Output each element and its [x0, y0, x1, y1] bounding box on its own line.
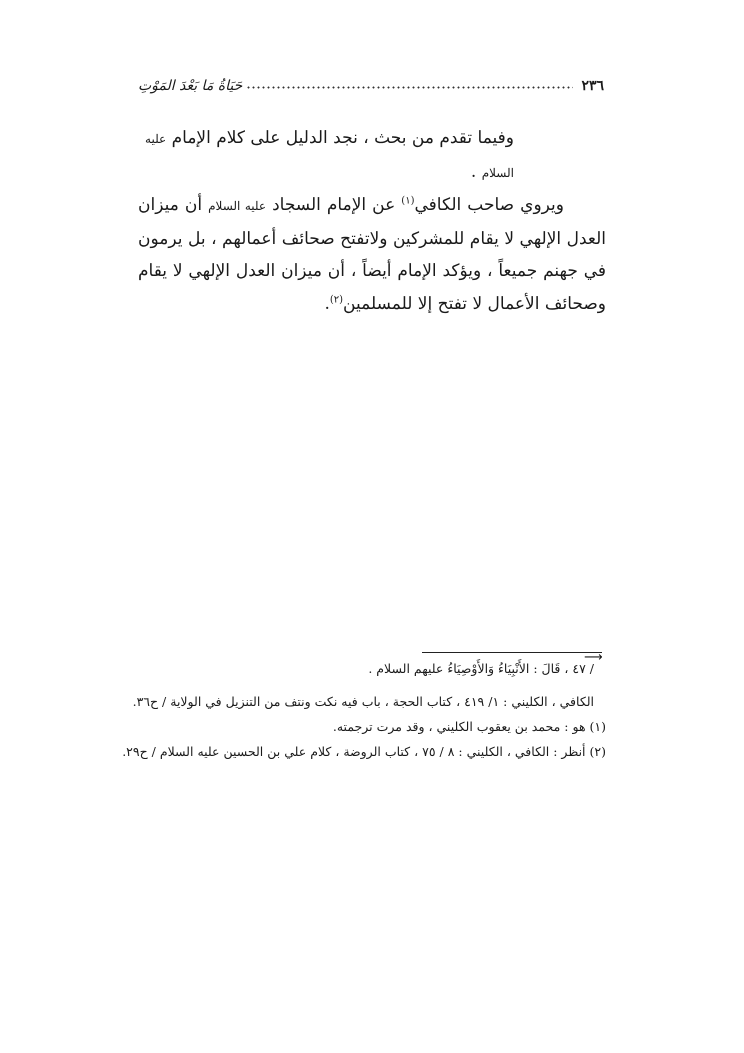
footnote-continuation: / ٤٧ ، قَالَ : الأَنْبِيَاءُ وَالأَوْصِيَاءُ عليهم السلام . [368, 661, 594, 676]
paragraph-2-end: . [324, 293, 330, 314]
main-text [138, 122, 606, 320]
paragraph-2-text-b: عن الإمام السجاد [272, 195, 402, 215]
honorific-glyph: عليه السلام [208, 199, 267, 213]
footnote-marker-2: (٢) [329, 293, 344, 305]
running-title: حَيَاةُ مَا بَعْدَ المَوْتِ [138, 78, 243, 94]
continuation-arrow-icon: ⟶ [584, 650, 603, 665]
header-dotted-leader [246, 86, 573, 89]
paragraph-2-text-c: أن ميزان العدل الإلهي لا يقام للمشركين ولاتفتح صحائف أعمالهم ، بل يرمون في جهنم جميعاً ، ويؤكد الإمام أيضاً ، أن ميزان العدل الإلهي لا يقام وصحائف الأعمال لا تفتح إلا للمسلمين [138, 195, 606, 314]
paragraph-1-text: وفيما تقدم من بحث ، نجد الدليل على كلام الإمام [171, 128, 514, 148]
paragraph-2-text-a: ويروي صاحب الكافي [414, 195, 564, 215]
paragraph-2 [138, 189, 606, 320]
paragraph-1-end: . [470, 161, 482, 182]
honorific-glyph: عليه السلام [145, 132, 514, 180]
page-header [138, 72, 604, 94]
paragraph-1 [138, 122, 606, 189]
footnote-1: (١) هو : محمد بن يعقوب الكليني ، وقد مرت ترجمته. [332, 719, 606, 734]
footnote-separator [422, 652, 602, 653]
footnote-2: (٢) أنظر : الكافي ، الكليني : ٨ / ٧٥ ، كتاب الروضة ، كلام علي بن الحسين عليه السلام / ح٢٩. [122, 744, 606, 759]
footnote-reference: الكافي ، الكليني : ١/ ٤١٩ ، كتاب الحجة ، باب فيه نكت ونتف من التنزيل في الولاية / ح٣٦. [132, 694, 594, 709]
footnote-marker-1: (١) [401, 195, 415, 207]
page-number: ٢٣٦ [581, 78, 604, 94]
